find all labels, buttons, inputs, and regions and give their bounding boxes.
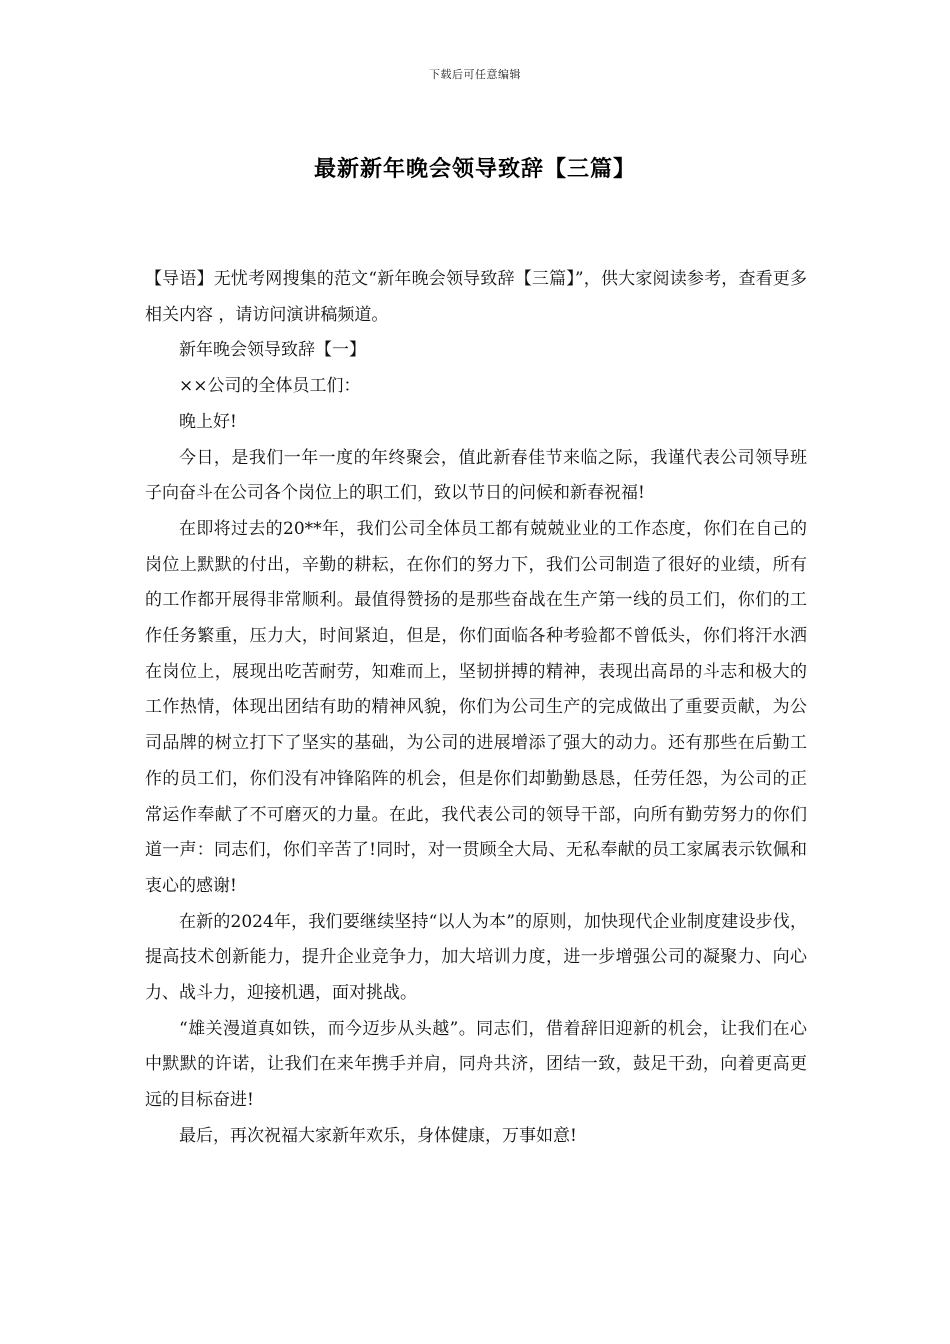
closing-paragraph: 最后，再次祝福大家新年欢乐，身体健康，万事如意! (179, 1125, 577, 1146)
greeting: 晚上好! (179, 411, 237, 432)
document-title: 最新新年晚会领导致辞【三篇】 (313, 156, 636, 182)
salutation: ××公司的全体员工们： (179, 376, 361, 397)
header-note: 下载后可任意编辑 (429, 68, 521, 81)
body-paragraph: 今日，是我们一年一度的年终聚会，值此新春佳节来临之际，我谨代表公司领导班子向奋斗在公司各个岗位上的职工们，致以节日的问候和新春祝福! (145, 447, 807, 504)
body-paragraph: 在即将过去的20**年，我们公司全体员工都有兢兢业业的工作态度，你们在自己的岗位上默默的付出，辛勤的耕耘，在你们的努力下，我们公司制造了很好的业绩，所有的工作都开展得非常顺利。最值得赞扬的是那些奋战在生产第一线的员工们，你们的工作任务繁重，压力大，时间紧迫，但是，你们面临各种考验都不曾低头，你们将汗水洒在岗位上，展现出吃苦耐劳，知难而上，坚韧拼搏的精神，表现出高昂的斗志和极大的工作热情，体现出团结有助的精神风貌，你们为公司生产的完成做出了重要贡献，为公司品牌的树立打下了坚实的基础，为公司的进展增添了强大的动力。还有那些在后勤工作的员工们，你们没有冲锋陷阵的机会，但是你们却勤勤恳恳，任劳任怨，为公司的正常运作奉献了不可磨灭的力量。在此，我代表公司的领导干部，向所有勤劳努力的你们道一声：同志们，你们辛苦了!同时，对一贯顾全大局、无私奉献的员工家属表示钦佩和衷心的感谢! (145, 518, 807, 896)
intro-paragraph: 【导语】无忧考网搜集的范文“新年晚会领导致辞【三篇】”，供大家阅读参考，查看更多相关内容 ，请访问演讲稿频道。 (145, 269, 807, 325)
section-heading: 新年晚会领导致辞【一】 (179, 340, 366, 361)
body-paragraph: “雄关漫道真如铁，而今迈步从头越”。同志们，借着辞旧迎新的机会，让我们在心中默默的许诺，让我们在来年携手并肩，同舟共济，团结一致，鼓足干劲，向着更高更远的目标奋进! (145, 1018, 807, 1111)
document-body (145, 262, 807, 1155)
body-paragraph: 在新的2024年，我们要继续坚持“以人为本”的原则，加快现代企业制度建设步伐，提高技术创新能力，提升企业竞争力，加大培训力度，进一步增强公司的凝聚力、向心力、战斗力，迎接机遇，面对挑战。 (145, 911, 807, 1004)
